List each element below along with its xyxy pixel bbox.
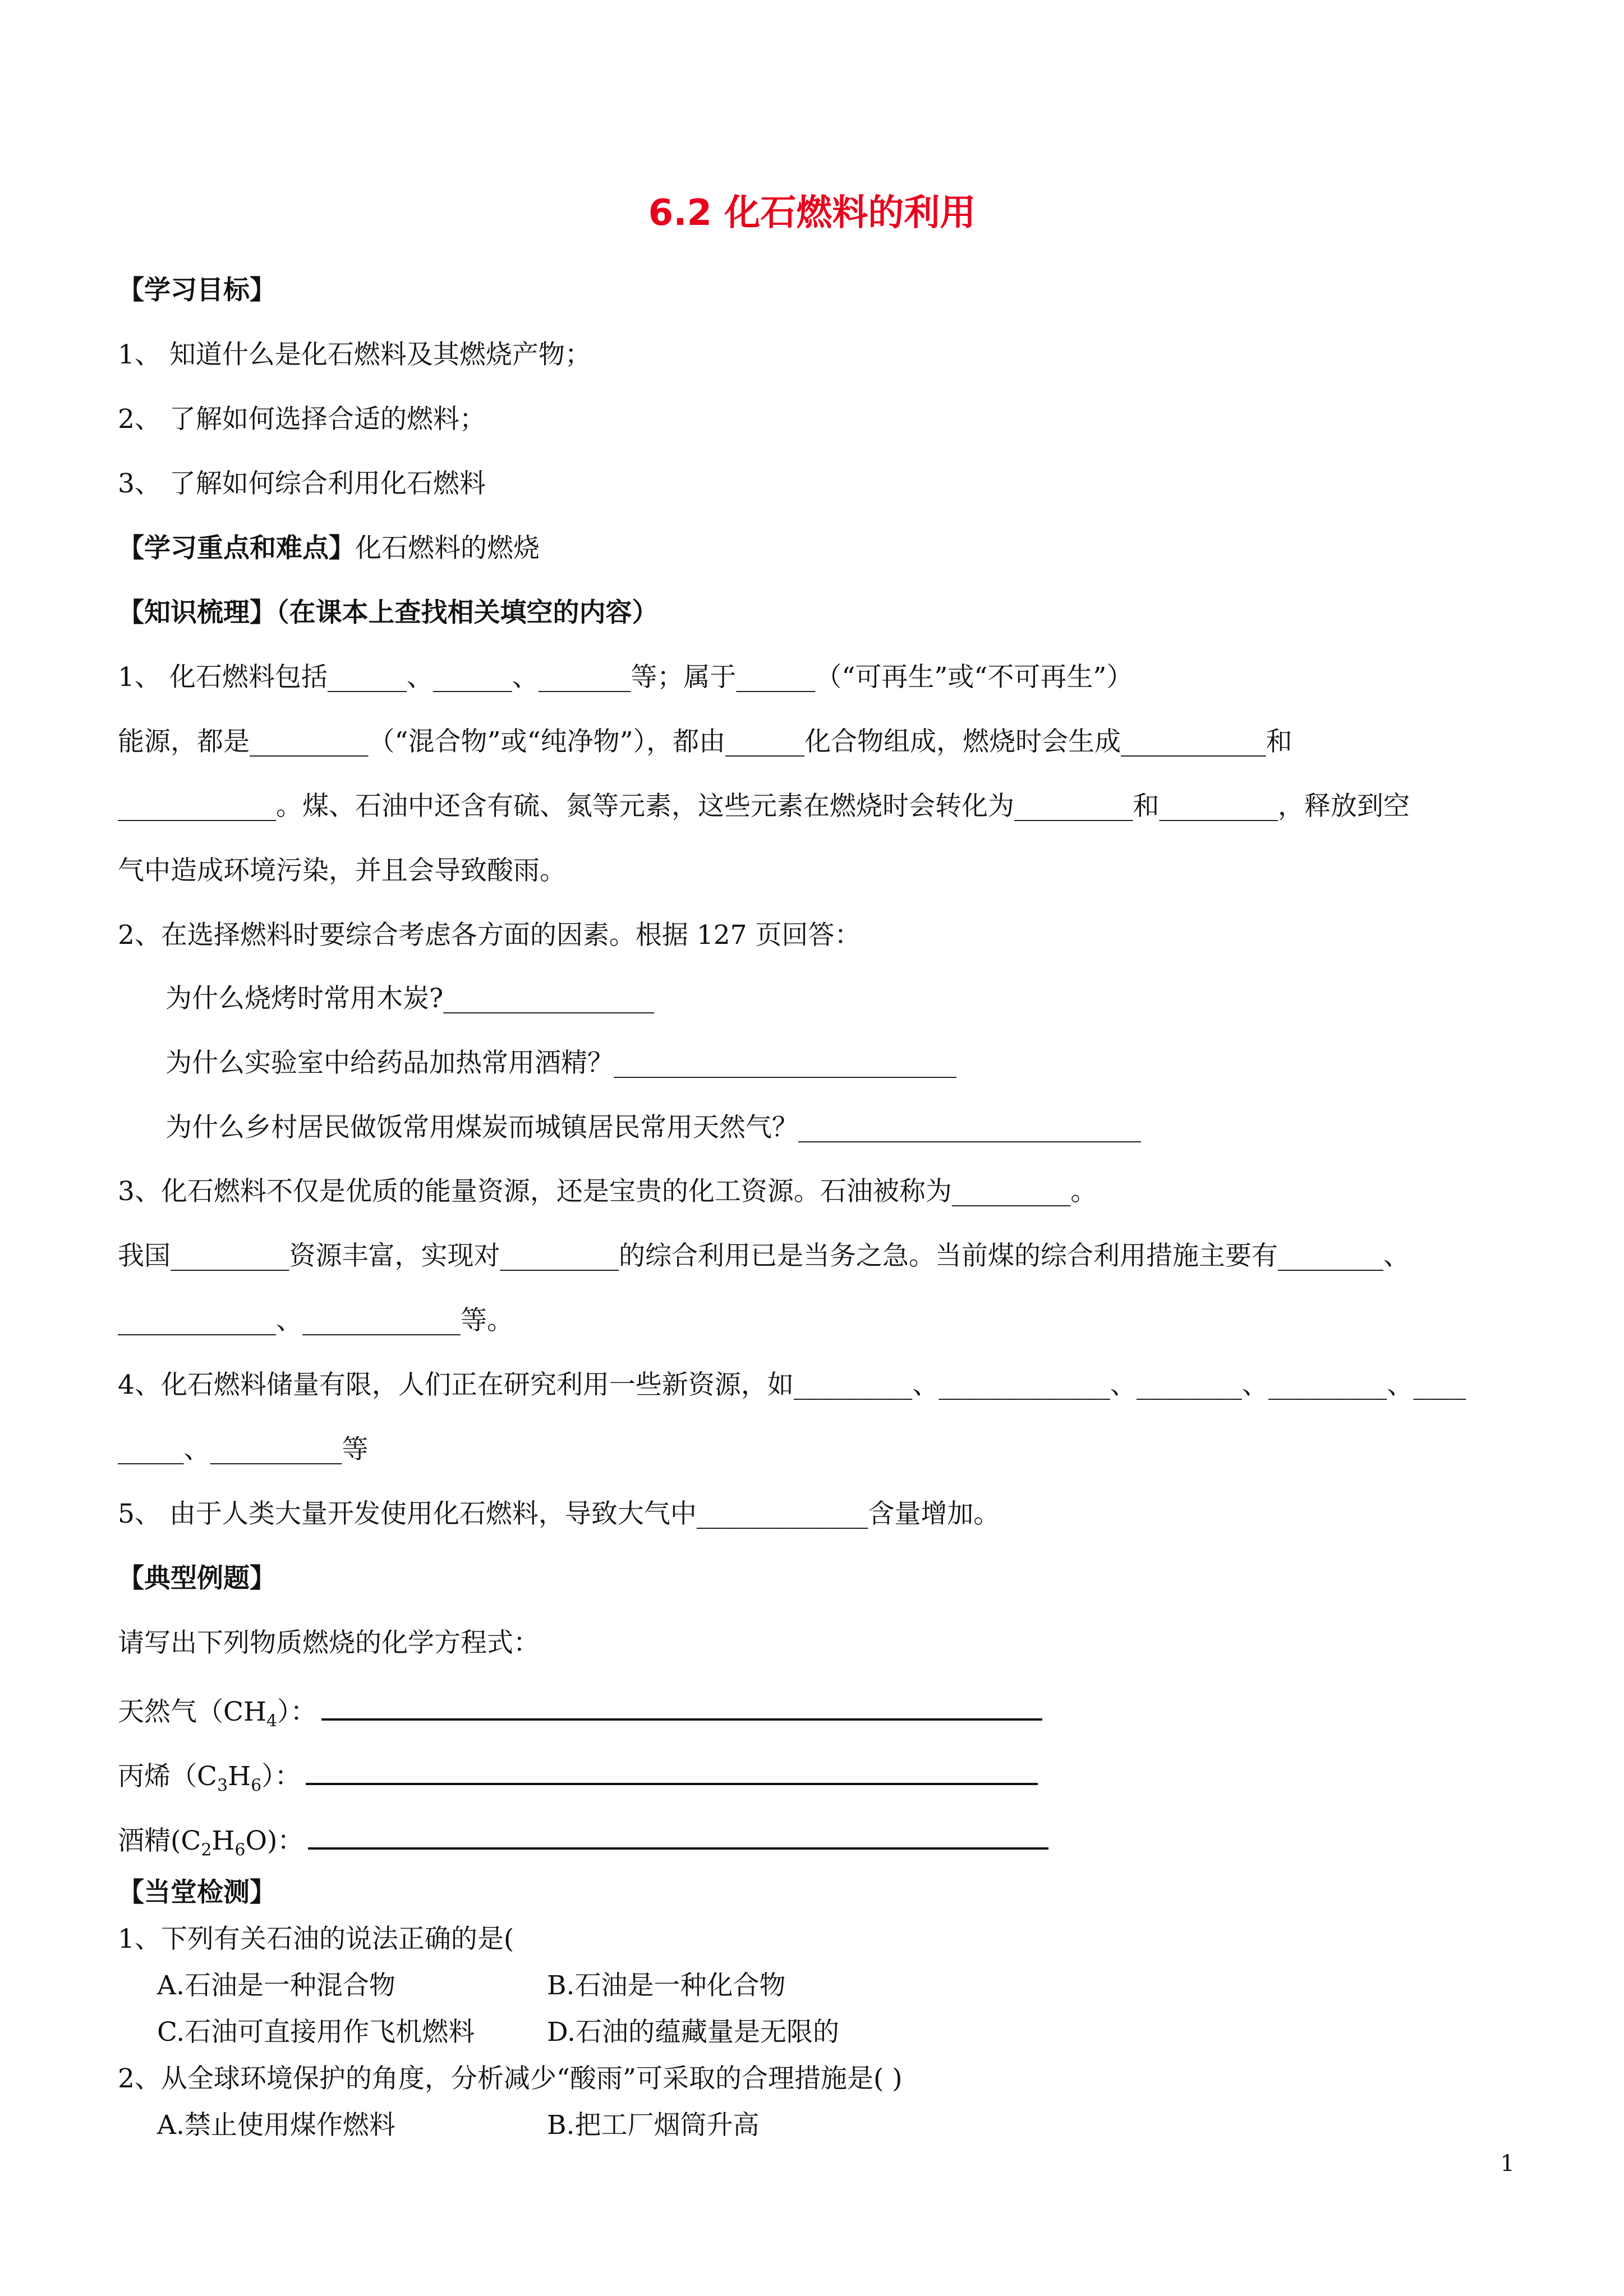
equation-2-subscript-2: 6 bbox=[251, 1776, 262, 1796]
equation-2 bbox=[118, 1754, 1042, 1804]
goal-item-3: 3、 了解如何综合利用化石燃料 bbox=[118, 468, 486, 499]
knowledge-note: （在课本上查找相关填空的内容） bbox=[276, 597, 659, 628]
question-2-option-b[interactable]: B.把工厂烟筒升高 bbox=[547, 2110, 760, 2141]
key-points-header: 【学习重点和难点】 bbox=[118, 533, 355, 564]
knowledge-3-line-1: 3、化石燃料不仅是优质的能量资源，还是宝贵的化工资源。石油被称为_________。 bbox=[118, 1176, 1097, 1207]
goal-item-2: 2、 了解如何选择合适的燃料； bbox=[118, 404, 486, 435]
question-1: 1、下列有关石油的说法正确的是( bbox=[118, 1924, 514, 1954]
equation-3-tail: O)： bbox=[245, 1825, 304, 1856]
equation-1-tail: ）： bbox=[277, 1696, 317, 1727]
equation-3-subscript-2: 6 bbox=[234, 1840, 246, 1860]
knowledge-4-line-1: 4、化石燃料储量有限，人们正在研究利用一些新资源，如_________、_____________、________、_________、____ bbox=[118, 1370, 1466, 1400]
equation-1-subscript: 4 bbox=[266, 1711, 278, 1731]
knowledge-2-line-1: 2、在选择燃料时要综合考虑各方面的因素。根据 127 页回答： bbox=[118, 920, 861, 951]
example-header: 【典型例题】 bbox=[118, 1563, 276, 1594]
knowledge-2-question-3: 为什么乡村居民做饭常用煤炭而城镇居民常用天然气？__________________________ bbox=[165, 1112, 1141, 1143]
equation-1 bbox=[118, 1689, 1047, 1740]
equation-3-mid: H bbox=[211, 1825, 235, 1856]
knowledge-3-line-2: 我国_________资源丰富，实现对_________的综合利用已是当务之急。当前煤的综合利用措施主要有________、 bbox=[118, 1241, 1410, 1271]
question-2: 2、从全球环境保护的角度，分析减少“酸雨”可采取的合理措施是( ) bbox=[118, 2063, 903, 2094]
equation-3-subscript-1: 2 bbox=[201, 1840, 212, 1860]
knowledge-1-line-1: 1、 化石燃料包括______、______、_______等；属于______（“可再生”或“不可再生”） bbox=[118, 662, 1133, 693]
equation-2-answer-line[interactable] bbox=[306, 1754, 1038, 1785]
knowledge-4-line-2: _____、__________等 bbox=[118, 1434, 369, 1465]
equation-1-answer-line[interactable] bbox=[321, 1689, 1042, 1721]
knowledge-1-line-2: 能源，都是_________（“混合物”或“纯净物”），都由______化合物组成，燃烧时会生成___________和 bbox=[118, 726, 1292, 757]
knowledge-1-line-4: 气中造成环境污染，并且会导致酸雨。 bbox=[118, 855, 566, 886]
knowledge-line bbox=[118, 594, 659, 631]
knowledge-2-question-1: 为什么烧烤时常用木炭?________________ bbox=[165, 983, 655, 1014]
page-number: 1 bbox=[1500, 2151, 1515, 2177]
equation-2-subscript-1: 3 bbox=[217, 1776, 228, 1796]
page-title: 6.2 化石燃料的利用 bbox=[648, 192, 976, 234]
question-1-option-d[interactable]: D.石油的蕴藏量是无限的 bbox=[547, 2017, 839, 2048]
knowledge-5-line-1: 5、 由于人类大量开发使用化石燃料，导致大气中_____________含量增加。 bbox=[118, 1499, 1000, 1529]
goals-header: 【学习目标】 bbox=[118, 275, 276, 306]
equation-2-label: 丙烯（C bbox=[118, 1761, 217, 1792]
example-prompt: 请写出下列物质燃烧的化学方程式： bbox=[118, 1628, 540, 1658]
question-2-option-a[interactable]: A.禁止使用煤作燃料 bbox=[157, 2110, 395, 2141]
question-1-option-c[interactable]: C.石油可直接用作飞机燃料 bbox=[157, 2017, 475, 2048]
equation-3-label: 酒精(C bbox=[118, 1825, 201, 1856]
question-1-option-a[interactable]: A.石油是一种混合物 bbox=[157, 1970, 395, 2001]
equation-2-tail: ）： bbox=[261, 1761, 301, 1792]
question-1-option-b[interactable]: B.石油是一种化合物 bbox=[547, 1970, 786, 2001]
knowledge-2-question-2: 为什么实验室中给药品加热常用酒精？__________________________ bbox=[165, 1048, 956, 1078]
equation-2-mid: H bbox=[228, 1761, 251, 1792]
equation-3-answer-line[interactable] bbox=[308, 1818, 1048, 1850]
key-points-line bbox=[118, 530, 540, 567]
check-header: 【当堂检测】 bbox=[118, 1877, 276, 1908]
knowledge-1-line-3: ____________。煤、石油中还含有硫、氮等元素，这些元素在燃烧时会转化为_________和_________，释放到空 bbox=[118, 791, 1410, 822]
knowledge-3-line-3: ____________、____________等。 bbox=[118, 1305, 513, 1336]
knowledge-header: 【知识梳理】 bbox=[118, 597, 276, 628]
goal-item-1: 1、 知道什么是化石燃料及其燃烧产物； bbox=[118, 339, 591, 370]
key-points-text: 化石燃料的燃烧 bbox=[355, 533, 540, 564]
equation-3 bbox=[118, 1818, 1053, 1869]
equation-1-label: 天然气（CH bbox=[118, 1696, 266, 1727]
